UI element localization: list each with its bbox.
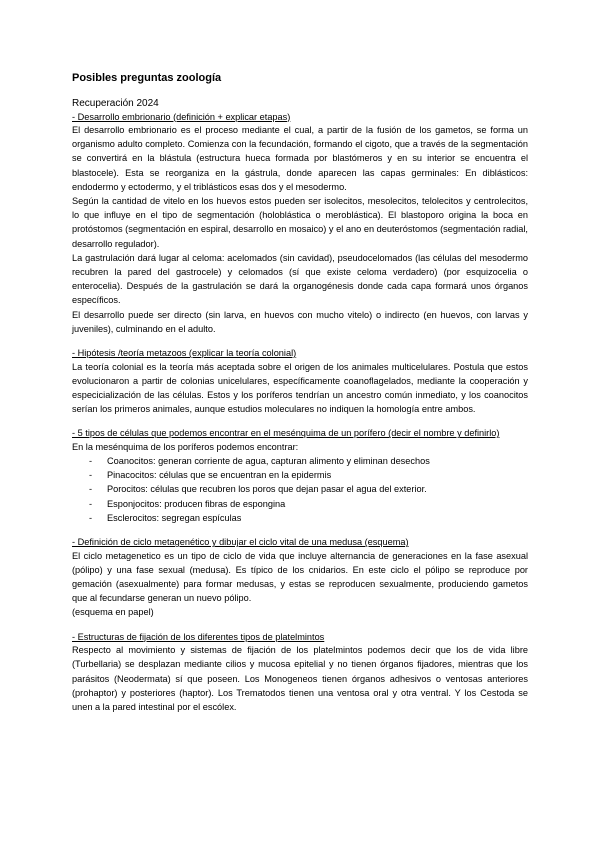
section-heading: - Hipótesis /teoría metazoos (explicar la teoría colonial) <box>72 348 297 359</box>
section-heading: - 5 tipos de células que podemos encontrar en el mesénquima de un porífero (decir el nombre y definirlo) <box>72 428 500 439</box>
dash-bullet: - <box>89 498 93 509</box>
list-item <box>72 454 528 468</box>
section-desarrollo-embrionario <box>72 111 528 337</box>
paragraph: El desarrollo puede ser directo (sin larva, en huevos con mucho vitelo) o indirecto (en huevos, con larvas y juveniles), culminando en el adulto. <box>72 309 528 334</box>
list-item-text: Porocitos: células que recubren los poros que dejan pasar el agua del exterior. <box>107 484 427 495</box>
paragraph: Respecto al movimiento y sistemas de fijación de los platelmintos podemos decir que los de vida libre (Turbellaria) se desplazan mediante cilios y mucosa epitelial y no tienen órganos fijadores, mientras que los parásitos (Neodermata) sí que poseen. Los Monogeneos tienen órganos adhesivos o ventosas anteriores (prohaptor) y posteriores (haptor). Los Trematodos tienen una ventosa oral y otra ventral. Y los Cestoda se unen a la pared intestinal por el escólex. <box>72 645 528 712</box>
document-page <box>72 60 528 725</box>
paragraph: La gastrulación dará lugar al celoma: acelomados (sin cavidad), pseudocelomados (las células del mesodermo recubren la pared del gastrocele) y celomados (sí que existe celoma verdadero) (por esquizocelia o enterocelia). Después de la gastrulación se dará la organogénesis donde cada capa formará unos órganos específicos. <box>72 252 528 306</box>
list-item-text: Coanocitos: generan corriente de agua, capturan alimento y eliminan desechos <box>107 456 430 467</box>
dash-bullet: - <box>89 470 93 481</box>
section-teoria-colonial <box>72 347 528 416</box>
document-title: Posibles preguntas zoología <box>72 72 222 84</box>
section-heading: - Desarrollo embrionario (definición + explicar etapas) <box>72 111 291 122</box>
list-item <box>72 468 528 482</box>
paragraph: Según la cantidad de vitelo en los huevos estos pueden ser isolecitos, mesolecitos, telolecitos y centrolecitos, lo que influye en el tipo de segmentación (holoblástica o meroblástica). El blastoporo origina la boca en protóstomos (segmentación en espiral, desarrollo en mosaico) y el ano en deuteróstomos (segmentación radial, desarrollo regulador). <box>72 196 528 249</box>
paragraph: En la mesénquima de los poríferos podemos encontrar: <box>72 441 299 452</box>
dash-bullet: - <box>89 512 93 523</box>
list-item-text: Esponjocitos: producen fibras de espongina <box>107 498 286 509</box>
list-item <box>72 511 528 525</box>
dash-bullet: - <box>89 484 93 495</box>
paragraph: La teoría colonial es la teoría más aceptada sobre el origen de los animales multicelulares. Postula que estos evolucionaron a partir de colonias unicelulares, específicamente coanoflagelados, mediante la cooperación y especicialización de las células. Estos y los poríferos tendrían un ancestro común inmediato, y los coanocitos serían los primeros animales, aunque estudios moleculares no indiquen la homología entre ambos. <box>72 361 528 415</box>
section-heading: - Definición de ciclo metagenético y dibujar el ciclo vital de una medusa (esquema) <box>72 537 409 548</box>
list-item-text: Pinacocitos: células que se encuentran en la epidermis <box>107 470 332 481</box>
paragraph: (esquema en papel) <box>72 607 154 618</box>
document-subtitle: Recuperación 2024 <box>72 98 159 109</box>
section-platelmintos <box>72 631 528 715</box>
section-ciclo-metagenetico <box>72 536 528 620</box>
list-item <box>72 482 528 496</box>
paragraph: El ciclo metagenetico es un tipo de ciclo de vida que incluye alternancia de generaciones en la fase asexual (pólipo) y una fase sexual (medusa). Es típico de los cnidarios. En este ciclo el pólipo se reproduce por gemación (asexualmente) para formar medusas, y estas se reproducen sexualmente, produciendo gametos que al fecundarse generan un nuevo pólipo. <box>72 550 528 604</box>
list-item <box>72 497 528 511</box>
cell-type-list <box>72 454 528 525</box>
section-heading: - Estructuras de fijación de los diferentes tipos de platelmintos <box>72 631 325 642</box>
list-item-text: Esclerocitos: segregan espículas <box>107 512 242 523</box>
paragraph: El desarrollo embrionario es el proceso mediante el cual, a partir de la fusión de los gametos, se forma un organismo adulto completo. Comienza con la fecundación, formando el cigoto, que a través de la segmentación se convertirá en la blástula (estructura hueca formada por blastómeros y en su interior se encuentra el blastocele). Esta se reorganiza en la gástrula, donde aparecen las capas germinales: En diblásticos: endodermo y ectodermo, y el triblásticos esas dos y el mesodermo. <box>72 125 528 192</box>
section-celulas-porifero <box>72 427 528 525</box>
dash-bullet: - <box>89 456 93 467</box>
